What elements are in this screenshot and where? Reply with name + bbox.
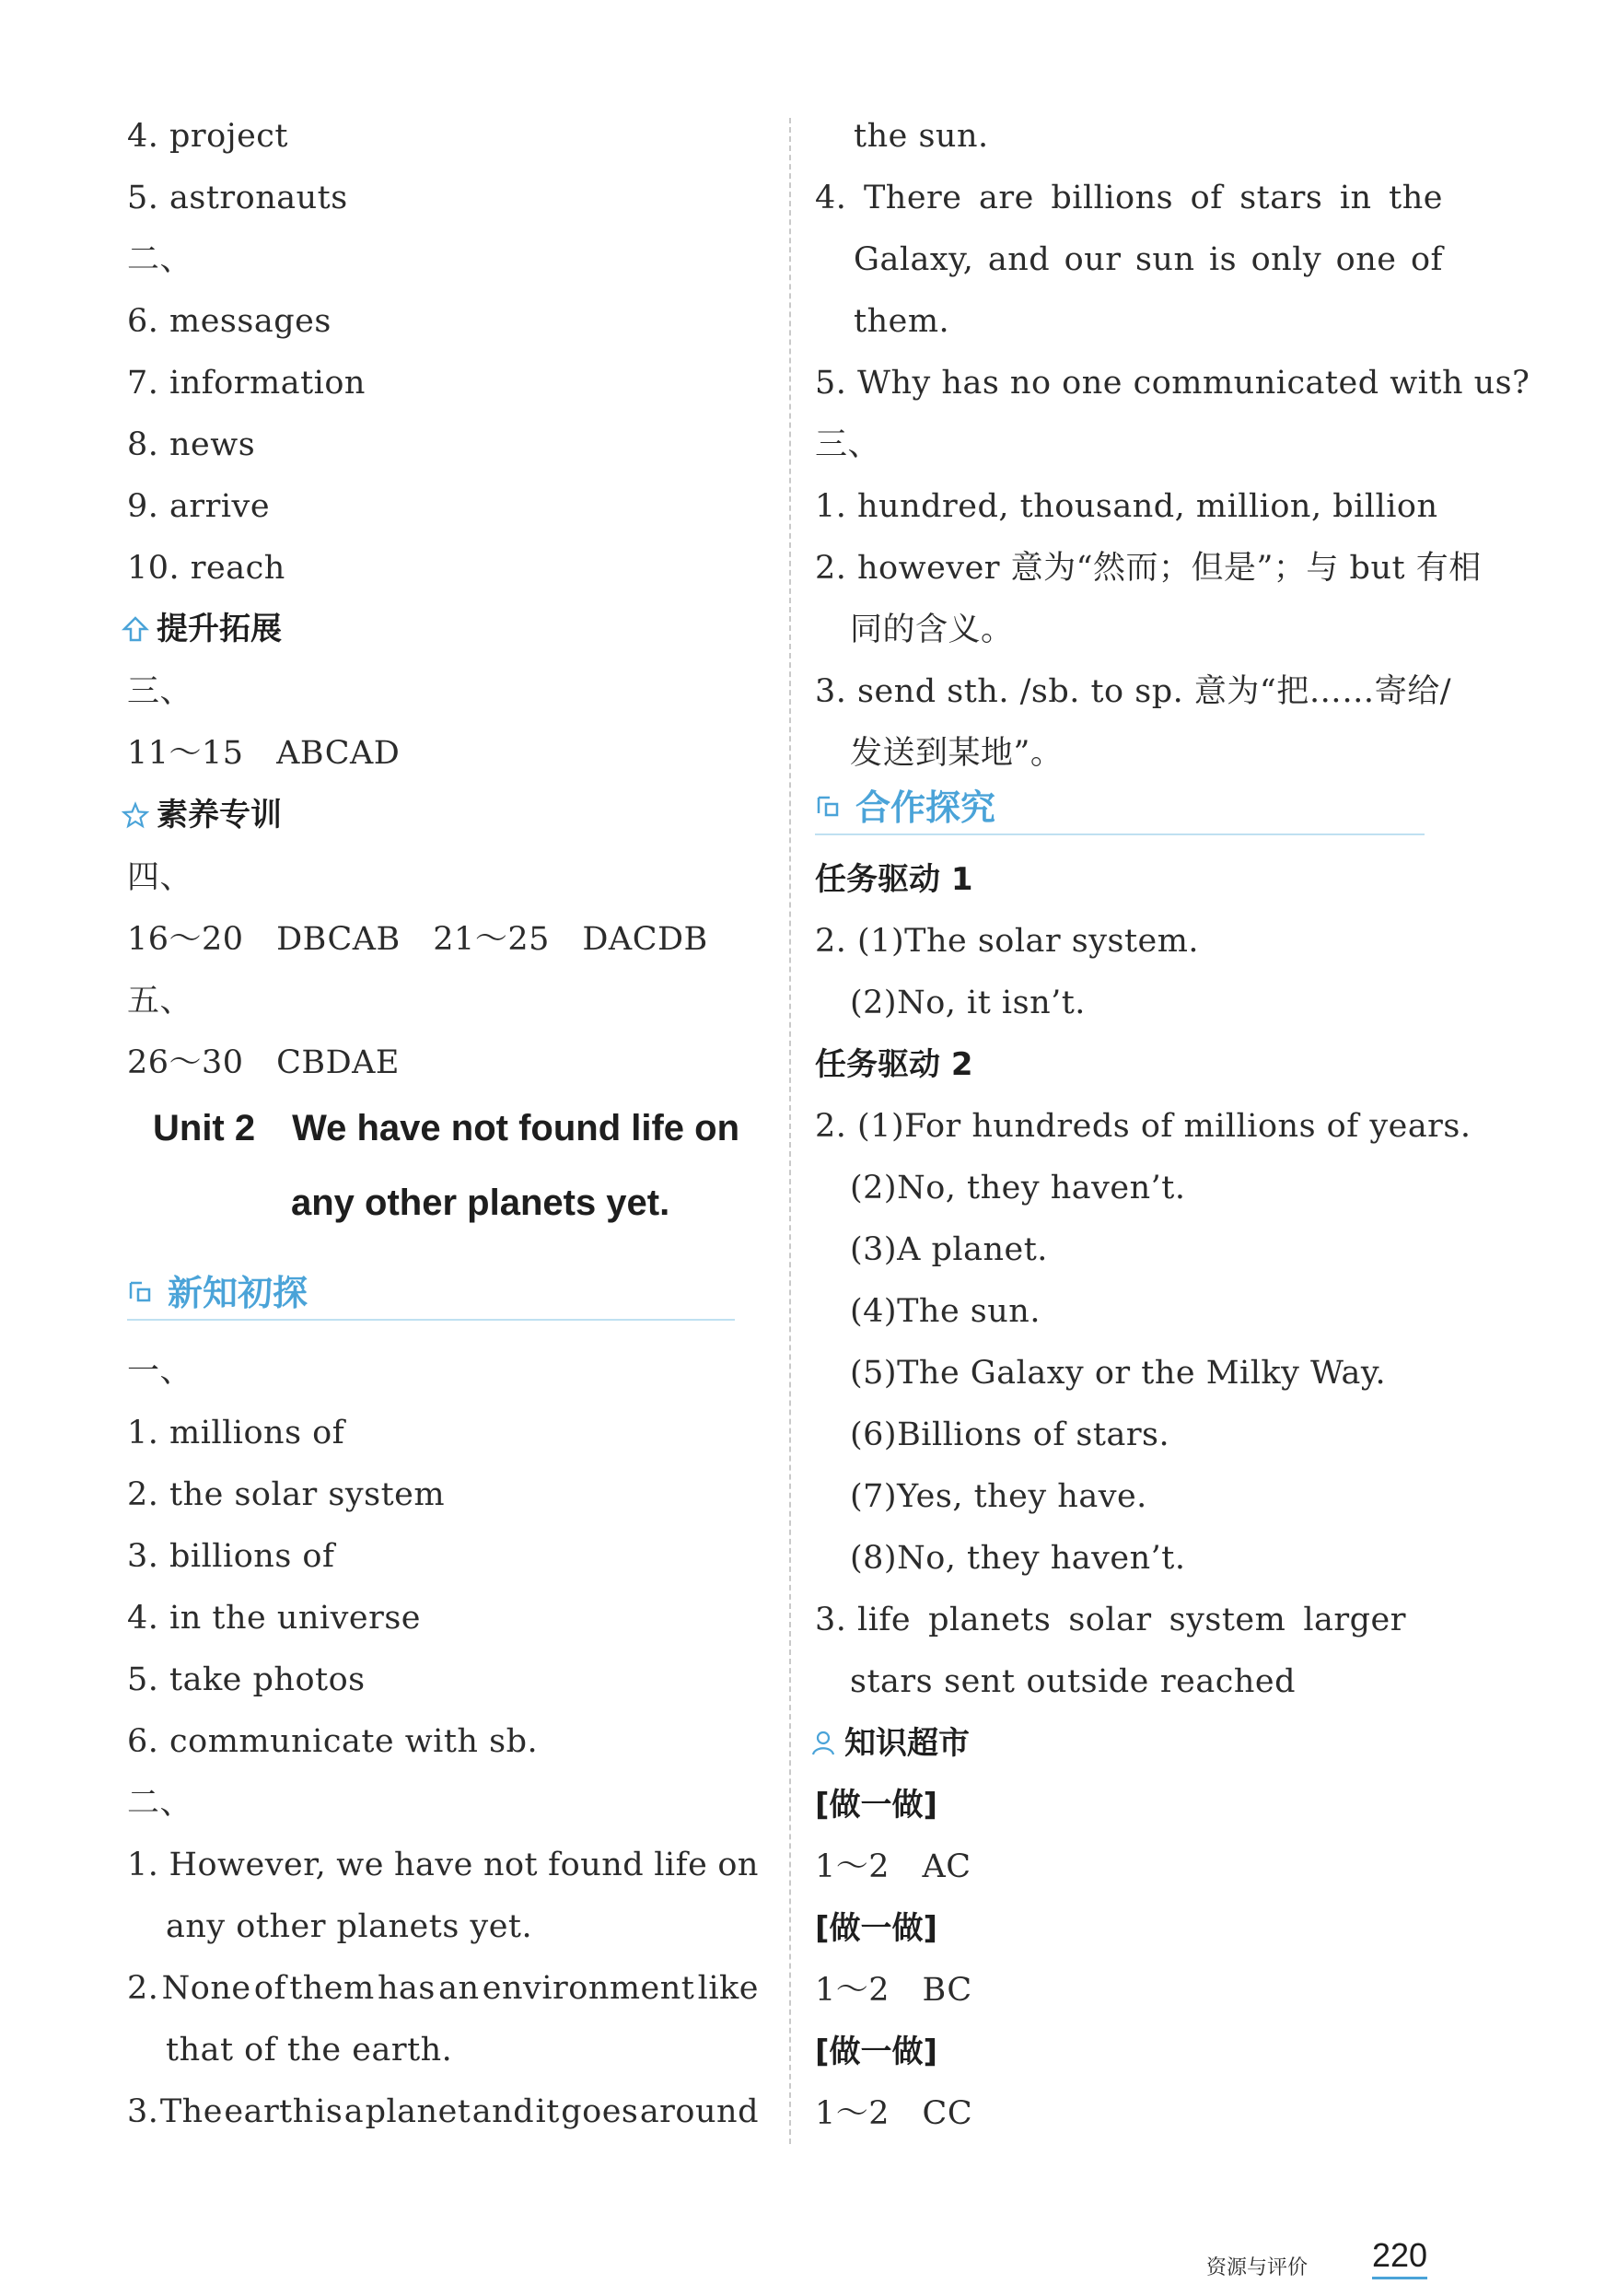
word: 2.: [127, 1970, 159, 2007]
word: larger: [1303, 1602, 1406, 1638]
answer-line-justified: [127, 1845, 759, 1885]
section-heading-hezuo: [815, 786, 995, 830]
answer-line: 2. however 意为“然而；但是”；与 but 有相: [815, 550, 1482, 587]
answer-line: 1～2 BC: [815, 1972, 972, 2009]
section-heading-suyang: [122, 795, 282, 835]
answer-line: (2)No, they haven’t.: [850, 1170, 1186, 1206]
page-number: 220: [1372, 2236, 1427, 2279]
part-label: 一、: [127, 1353, 193, 1390]
answer-line: that of the earth.: [166, 2032, 453, 2069]
word: not: [483, 1847, 539, 1883]
word: goes: [561, 2093, 639, 2130]
answer-line: 7. information: [127, 365, 366, 402]
answer-line: them.: [854, 303, 950, 340]
answer-line-justified: [127, 1968, 759, 2009]
word: a: [343, 2093, 365, 2130]
section-heading-label: 知识超市: [844, 1725, 970, 1762]
word: of: [1190, 180, 1223, 216]
answer-line: 16～20 DBCAB 21～25 DACDB: [127, 921, 708, 958]
answer-line: 3. billions of: [127, 1538, 335, 1575]
unit-title: any other planets yet.: [291, 1183, 670, 1223]
word: of: [253, 1970, 286, 2007]
word: are: [979, 180, 1034, 216]
person-icon: [809, 1730, 837, 1757]
answer-line: 同的含义。: [850, 612, 1014, 648]
part-label: 二、: [127, 241, 193, 278]
answer-line: 1～2 CC: [815, 2095, 973, 2132]
part-label: 二、: [127, 1785, 193, 1822]
footer-label: 资源与评价: [1206, 2256, 1309, 2279]
word: Galaxy,: [854, 241, 974, 278]
answer-line: 3. send sth. /sb. to sp. 意为“把……寄给/: [815, 673, 1452, 710]
word: the: [1389, 180, 1443, 216]
answer-line: (2)No, it isn’t.: [850, 985, 1086, 1021]
answer-line: (3)A planet.: [850, 1231, 1048, 1268]
answer-line: 1. millions of: [127, 1415, 345, 1451]
answer-line: 5. Why has no one communicated with us?: [815, 365, 1530, 402]
bookmark-icon: [815, 795, 843, 819]
answer-line: 2. the solar system: [127, 1476, 446, 1513]
answer-line: 8. news: [127, 426, 256, 463]
answer-line: 4. project: [127, 118, 288, 155]
answer-line: 1. hundred, thousand, million, billion: [815, 488, 1438, 525]
word: None: [161, 1970, 251, 2007]
answer-line: any other planets yet.: [166, 1908, 533, 1945]
word: stars: [1239, 180, 1323, 216]
word: our: [1064, 241, 1122, 278]
answer-line: (6)Billions of stars.: [850, 1416, 1170, 1453]
word: an: [438, 1970, 480, 2007]
word: is: [315, 2093, 343, 2130]
word: it: [535, 2093, 560, 2130]
word: like: [697, 1970, 759, 2007]
answer-line-justified: [127, 2092, 759, 2132]
word: around: [639, 2093, 759, 2130]
section-rule: [127, 1319, 735, 1321]
answer-line: 10. reach: [127, 550, 285, 587]
word: have: [393, 1847, 473, 1883]
answer-line: 6. messages: [127, 303, 332, 340]
star-icon: [122, 801, 149, 829]
word: sun: [1134, 241, 1195, 278]
word: of: [1410, 241, 1443, 278]
word: environment: [482, 1970, 695, 2007]
word: planet: [365, 2093, 471, 2130]
word: stars: [850, 1663, 934, 1700]
bookmark-icon: [127, 1280, 155, 1304]
word: 4.: [815, 180, 847, 216]
answer-line: 发送到某地”。: [850, 735, 1064, 772]
answer-line-justified: [854, 239, 1443, 280]
section-heading-xinzhi: [127, 1271, 308, 1315]
word: system: [1169, 1602, 1286, 1638]
answer-line: (7)Yes, they have.: [850, 1478, 1147, 1515]
word: life: [654, 1847, 708, 1883]
answer-line: 1～2 AC: [815, 1848, 971, 1885]
answer-line: (8)No, they haven’t.: [850, 1540, 1186, 1577]
word: sent: [944, 1663, 1016, 1700]
answer-line: (5)The Galaxy or the Milky Way.: [850, 1355, 1387, 1392]
word: is: [1208, 241, 1238, 278]
answer-line: 11～15 ABCAD: [127, 735, 401, 772]
word: we: [336, 1847, 384, 1883]
exercise-label: [做一做]: [815, 1787, 938, 1824]
answer-line: 2. (1)The solar system.: [815, 923, 1200, 960]
word: them: [289, 1970, 375, 2007]
answer-line: the sun.: [854, 118, 989, 155]
part-label: 四、: [127, 859, 193, 896]
task-heading: 任务驱动 1: [815, 861, 973, 898]
answer-line: (4)The sun.: [850, 1293, 1041, 1330]
word: planets: [928, 1602, 1052, 1638]
up-arrow-icon: [122, 615, 149, 643]
word: found: [548, 1847, 645, 1883]
answer-line-justified: [815, 1600, 1406, 1640]
answer-line-justified: [815, 178, 1443, 218]
word: and: [471, 2093, 535, 2130]
word: has: [377, 1970, 436, 2007]
column-divider: [789, 118, 791, 2144]
word: one: [1335, 241, 1397, 278]
word: 1.: [127, 1847, 159, 1883]
word: billions: [1051, 180, 1174, 216]
word: However,: [169, 1847, 327, 1883]
word: 3. life: [815, 1602, 912, 1638]
word: reached: [1159, 1663, 1296, 1700]
section-heading-tisheng: [122, 609, 282, 649]
word: only: [1251, 241, 1322, 278]
section-rule: [815, 833, 1425, 835]
answer-line-justified: [850, 1661, 1296, 1702]
task-heading: 任务驱动 2: [815, 1046, 973, 1083]
answer-line: 26～30 CBDAE: [127, 1044, 400, 1081]
exercise-label: [做一做]: [815, 1910, 938, 1947]
section-heading-label: 合作探究: [855, 787, 996, 828]
answer-line: 4. in the universe: [127, 1600, 421, 1637]
word: on: [717, 1847, 759, 1883]
answer-line: 9. arrive: [127, 488, 271, 525]
word: The: [159, 2093, 223, 2130]
word: There: [863, 180, 962, 216]
unit-title: Unit 2 We have not found life on: [153, 1108, 740, 1148]
answer-line: 5. astronauts: [127, 180, 348, 216]
part-label: 三、: [815, 426, 881, 463]
word: 3.: [127, 2093, 159, 2130]
section-heading-label: 素养专训: [157, 797, 282, 833]
exercise-label: [做一做]: [815, 2034, 938, 2070]
section-heading-label: 提升拓展: [157, 611, 282, 647]
word: and: [987, 241, 1051, 278]
answer-line: 6. communicate with sb.: [127, 1723, 539, 1760]
section-heading-zhishi: [809, 1723, 970, 1764]
word: in: [1339, 180, 1372, 216]
section-heading-label: 新知初探: [168, 1273, 308, 1313]
word: solar: [1068, 1602, 1152, 1638]
word: earth: [224, 2093, 314, 2130]
part-label: 五、: [127, 983, 193, 1020]
answer-line: 2. (1)For hundreds of millions of years.: [815, 1108, 1472, 1145]
answer-line: 5. take photos: [127, 1661, 366, 1698]
word: outside: [1026, 1663, 1149, 1700]
part-label: 三、: [127, 673, 193, 710]
